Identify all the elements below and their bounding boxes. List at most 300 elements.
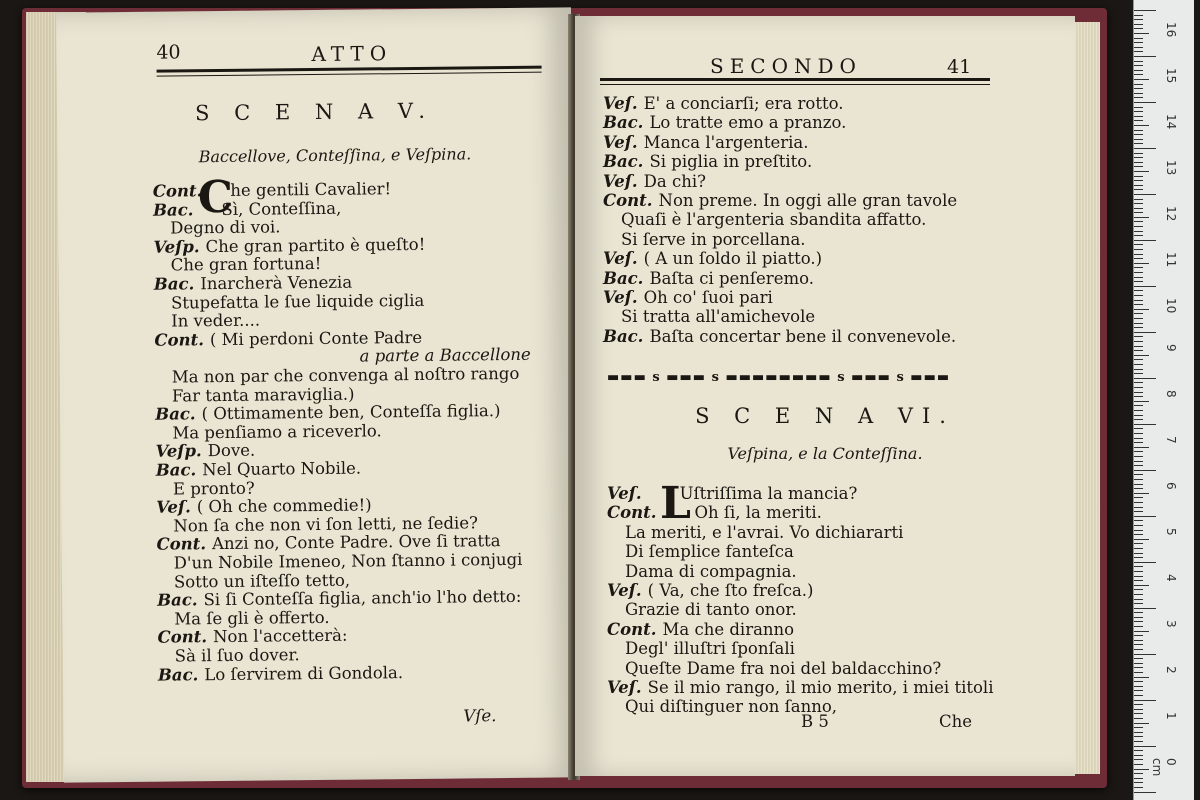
ruler-number: 11	[1164, 251, 1178, 268]
ruler-tick	[1134, 217, 1149, 218]
ruler-tick	[1134, 93, 1143, 94]
ruler-tick	[1134, 764, 1143, 765]
ruler-tick	[1134, 484, 1143, 485]
ruler-tick	[1134, 153, 1143, 154]
ruler-tick	[1134, 419, 1143, 420]
ruler-tick	[1134, 107, 1143, 108]
ruler-tick	[1134, 401, 1149, 402]
ruler-tick	[1134, 787, 1143, 788]
line-text: ( Mi perdoni Conte Padre	[209, 327, 423, 349]
ruler-tick	[1134, 102, 1156, 103]
ruler-tick	[1134, 74, 1143, 75]
dialogue-line	[625, 561, 797, 581]
ruler-tick	[1134, 700, 1156, 701]
ruler-tick	[1134, 111, 1143, 112]
signature-mark: B 5	[801, 712, 829, 731]
dialogue-line	[157, 662, 404, 685]
ruler-number: 7	[1164, 435, 1178, 444]
dialogue-line	[171, 310, 261, 331]
speaker-label: Bac.	[155, 404, 196, 424]
ruler-tick	[1134, 166, 1143, 167]
ruler-tick	[1134, 562, 1156, 563]
line-text: Si piglia in preſtito.	[649, 152, 813, 172]
ruler-tick	[1134, 231, 1143, 232]
ruler-tick	[1134, 695, 1143, 696]
dialogue-line	[173, 480, 255, 497]
line-text: D'un Nobile Imeneo, Non ſtanno i conjugi	[173, 549, 523, 573]
dialogue-line	[171, 292, 424, 311]
line-text: ( Oh che commedie!)	[196, 495, 372, 517]
ruler-tick	[1134, 433, 1143, 434]
ruler-tick	[1134, 516, 1156, 517]
line-text: Lo tratte emo a pranzo.	[649, 113, 847, 133]
ruler-tick	[1134, 507, 1143, 508]
dialogue-line	[153, 200, 341, 218]
line-text: Nel Quarto Nobile.	[202, 458, 362, 480]
speaker-label: Veſ.	[603, 288, 638, 307]
ruler-tick	[1134, 497, 1143, 498]
ruler-number: 14	[1164, 113, 1178, 130]
dialogue-line	[174, 607, 330, 629]
line-text: Anzi no, Conte Padre. Ove ſi tratta	[211, 531, 501, 554]
ruler-tick	[1134, 318, 1143, 319]
speaker-label: Veſp.	[155, 441, 202, 462]
line-text: a parte a Baccellone	[359, 345, 531, 366]
line-text: Ma ſe gli è offerto.	[174, 607, 330, 629]
speaker-label: Veſ.	[603, 249, 638, 269]
line-text: ( Va, che ſto freſca.)	[647, 581, 814, 600]
line-text: Da chi?	[643, 171, 706, 191]
line-text: Oh co' ſuoi pari	[643, 288, 773, 307]
drop-cap: L	[660, 478, 691, 529]
ruler-tick	[1134, 792, 1156, 793]
ruler-tick	[1134, 474, 1143, 475]
ruler-number: 1	[1164, 711, 1178, 720]
ruler-tick	[1134, 539, 1149, 540]
ruler-tick	[1134, 254, 1143, 255]
ruler-tick	[1134, 373, 1143, 374]
line-text: Dama di compagnia.	[625, 561, 797, 581]
ruler-tick	[1134, 681, 1143, 682]
line-text: ( Ottimamente ben, Conteſſa figlia.)	[201, 401, 501, 424]
ruler-tick	[1134, 589, 1143, 590]
speaker-label: Veſ.	[156, 497, 191, 517]
ruler-tick	[1134, 732, 1143, 733]
line-text: E pronto?	[172, 478, 255, 499]
ruler-tick	[1134, 410, 1143, 411]
line-text: Si tratta all'amichevole	[621, 307, 816, 327]
ruler-tick	[1134, 355, 1149, 356]
line-text: Dove.	[207, 441, 256, 461]
line-text: In veder....	[171, 310, 261, 331]
ruler-number: 9	[1164, 343, 1178, 352]
scene-title: S C E N A V.	[194, 98, 435, 126]
ruler-tick	[1134, 686, 1143, 687]
ruler-tick	[1134, 493, 1149, 494]
ruler-tick	[1134, 447, 1149, 448]
dialogue-line	[603, 326, 957, 346]
measuring-ruler	[1133, 0, 1194, 800]
ruler-number: 5	[1164, 527, 1178, 536]
ruler-tick	[1134, 84, 1143, 85]
ruler-tick	[1134, 15, 1143, 16]
speaker-label: Veſp.	[153, 237, 200, 257]
ruler-tick	[1134, 451, 1143, 452]
speaker-label: Veſ.	[603, 94, 638, 113]
ruler-tick	[1134, 194, 1156, 195]
ruler-tick	[1134, 571, 1143, 572]
ruler-tick	[1134, 240, 1156, 241]
ruler-tick	[1134, 530, 1143, 531]
ruler-tick	[1134, 33, 1149, 34]
speaker-label: Cont.	[156, 534, 207, 555]
ruler-tick	[1134, 690, 1143, 691]
ruler-tick	[1134, 244, 1143, 245]
ruler-tick	[1134, 313, 1143, 314]
line-text: Non preme. In oggi alle gran tavole	[658, 191, 958, 210]
ruler-tick	[1134, 38, 1143, 39]
ruler-tick	[1134, 88, 1143, 89]
dialogue-line	[153, 234, 426, 257]
ruler-tick	[1134, 97, 1143, 98]
ruler-tick	[1134, 741, 1143, 742]
ruler-tick	[1134, 61, 1143, 62]
speaker-label: Veſ.	[607, 484, 642, 503]
speaker-label: Veſ.	[607, 678, 642, 697]
ruler-tick	[1134, 346, 1143, 347]
ruler-tick	[1134, 185, 1143, 186]
ruler-tick	[1134, 585, 1149, 586]
line-text: Lo ſervirem di Gondola.	[204, 662, 404, 684]
ruler-tick	[1134, 658, 1143, 659]
line-text: Uſtriſſima la mancia?	[679, 484, 858, 503]
ruler-number: 10	[1164, 297, 1178, 314]
ruler-tick	[1134, 221, 1143, 222]
ruler-tick	[1134, 199, 1143, 200]
ruler-tick	[1134, 461, 1143, 462]
head-rule	[600, 78, 990, 81]
ruler-tick	[1134, 24, 1143, 25]
dialogue-line	[171, 363, 520, 387]
ruler-tick	[1134, 272, 1143, 273]
ruler-number: 4	[1164, 573, 1178, 582]
ruler-tick	[1134, 143, 1143, 144]
head-rule-thin	[157, 72, 542, 77]
speaker-label: Cont.	[157, 627, 208, 648]
ruler-tick	[1134, 428, 1143, 429]
ruler-tick	[1134, 553, 1143, 554]
ruler-tick	[1134, 672, 1143, 673]
line-text: Ma penſiamo a riceverlo.	[172, 421, 382, 443]
dialogue-line	[153, 181, 391, 200]
speaker-label: Cont.	[152, 181, 203, 201]
ruler-tick	[1134, 644, 1143, 645]
ruler-tick	[1134, 580, 1143, 581]
ruler-tick	[1134, 502, 1143, 503]
speaker-label: Bac.	[152, 199, 194, 220]
ruler-number: 16	[1164, 22, 1178, 38]
line-text: Oh ſi, la meriti.	[694, 503, 822, 523]
ruler-tick	[1134, 309, 1149, 310]
ruler-tick	[1134, 479, 1143, 480]
line-text: Non ſa che non vi ſon letti, ne ſedie?	[173, 513, 478, 536]
ruler-tick	[1134, 336, 1143, 337]
ruler-tick	[1134, 189, 1143, 190]
dialogue-line	[155, 403, 500, 423]
ruler-tick	[1134, 626, 1143, 627]
ruler-tick	[1134, 130, 1143, 131]
dialogue-line	[603, 251, 822, 268]
ruler-tick	[1134, 70, 1143, 71]
line-text: Sì, Conteſſina,	[221, 198, 342, 219]
ruler-tick	[1134, 378, 1156, 379]
catchword: Che	[939, 712, 973, 731]
dialogue-line	[625, 522, 904, 542]
dialogue-line	[173, 549, 523, 573]
ruler-tick	[1134, 171, 1149, 172]
ruler-tick	[1134, 548, 1143, 549]
head-rule-thin	[600, 84, 990, 85]
ruler-tick	[1134, 534, 1143, 535]
ruler-number: 6	[1164, 481, 1178, 490]
ruler-tick	[1134, 139, 1143, 140]
ruler-tick	[1134, 608, 1156, 609]
ruler-tick	[1134, 782, 1143, 783]
ruler-tick	[1134, 557, 1143, 558]
speaker-label: Veſ.	[607, 581, 642, 600]
line-text: Qui diſtinguer non ſanno,	[625, 697, 838, 717]
ruler-tick	[1134, 704, 1143, 705]
dialogue-line	[603, 193, 957, 210]
dialogue-line	[360, 347, 531, 365]
ruler-tick	[1134, 396, 1143, 397]
page-number: 41	[947, 56, 972, 78]
line-text: Ma che diranno	[662, 619, 795, 639]
ruler-tick	[1134, 511, 1143, 512]
dialogue-line	[607, 680, 993, 697]
ruler-tick	[1134, 599, 1143, 600]
line-text: Manca l'argenteria.	[643, 132, 809, 152]
ruler-tick	[1134, 226, 1143, 227]
speaker-label: Bac.	[153, 274, 195, 294]
ruler-tick	[1134, 727, 1143, 728]
ruler-tick	[1134, 290, 1143, 291]
ruler-tick	[1134, 649, 1143, 650]
ruler-tick	[1134, 424, 1156, 425]
line-text: Stupefatta le ſue liquide ciglia	[170, 290, 425, 313]
left-page	[56, 7, 579, 782]
ruler-tick	[1134, 392, 1143, 393]
line-text: Grazie di tanto onor.	[625, 600, 797, 620]
ruler-tick	[1134, 718, 1143, 719]
ruler-tick	[1134, 134, 1143, 135]
dialogue-line	[157, 589, 521, 609]
right-page	[575, 16, 1075, 776]
cast-list: Baccellove, Conteſſina, e Veſpina.	[198, 144, 472, 167]
line-text: Sà il ſuo dover.	[174, 645, 300, 666]
ruler-tick	[1134, 520, 1143, 521]
ruler-tick	[1134, 667, 1143, 668]
ruler-tick	[1134, 300, 1143, 301]
ruler-tick	[1134, 359, 1143, 360]
dialogue-line	[621, 212, 926, 229]
ruler-tick	[1134, 19, 1143, 20]
dialogue-line	[156, 443, 256, 461]
page-number: 40	[156, 41, 181, 64]
ruler-tick	[1134, 654, 1156, 655]
ruler-number: 13	[1164, 159, 1178, 176]
speaker-label: Cont.	[603, 191, 653, 210]
ruler-tick	[1134, 769, 1149, 770]
ruler-tick	[1134, 415, 1143, 416]
line-text: La meriti, e l'avrai. Vo dichiararti	[625, 522, 904, 542]
ruler-tick	[1134, 709, 1143, 710]
ruler-tick	[1134, 341, 1143, 342]
dialogue-line	[607, 505, 822, 522]
ruler-tick	[1134, 208, 1143, 209]
speaker-label: Veſ.	[603, 132, 638, 152]
running-head: ATTO	[311, 41, 393, 67]
ruler-tick	[1134, 79, 1149, 80]
ruler-tick	[1134, 28, 1143, 29]
speaker-label: Bac.	[603, 268, 644, 288]
ruler-tick	[1134, 304, 1143, 305]
dialogue-line	[171, 256, 322, 274]
ruler-tick	[1134, 180, 1143, 181]
ruler-tick	[1134, 470, 1156, 471]
ruler-tick	[1134, 387, 1143, 388]
dialogue-line	[625, 544, 794, 561]
ruler-tick	[1134, 364, 1143, 365]
ruler-tick	[1134, 369, 1143, 370]
ruler-tick	[1134, 465, 1143, 466]
ruler-tick	[1134, 566, 1143, 567]
dialogue-line	[603, 96, 844, 113]
ruler-tick	[1134, 778, 1143, 779]
ruler-tick	[1134, 488, 1143, 489]
dialogue-line	[621, 309, 815, 326]
ruler-tick	[1134, 736, 1143, 737]
dialogue-line	[603, 132, 809, 152]
line-text: Si ſerve in porcellana.	[621, 229, 806, 249]
dialogue-line	[172, 423, 382, 442]
dialogue-line	[607, 619, 795, 639]
dialogue-line	[607, 583, 813, 600]
speaker-label: Bac.	[157, 590, 198, 610]
ruler-number: 12	[1164, 205, 1178, 222]
ruler-tick	[1134, 277, 1143, 278]
line-text: he gentili Cavalier!	[230, 179, 392, 200]
ruler-tick	[1134, 713, 1143, 714]
ruler-tick	[1134, 759, 1143, 760]
drop-cap: C	[197, 171, 234, 224]
ruler-tick	[1134, 750, 1143, 751]
ruler-tick	[1134, 263, 1149, 264]
line-text: E' a conciarſi; era rotto.	[643, 94, 844, 113]
ruler-tick	[1134, 382, 1143, 383]
ruler-tick	[1134, 746, 1156, 747]
ruler-tick	[1134, 525, 1143, 526]
ruler-tick	[1134, 125, 1149, 126]
dialogue-line	[170, 217, 281, 238]
ruler-number: 15	[1164, 67, 1178, 84]
dialogue-line	[625, 658, 942, 678]
dialogue-line	[625, 641, 795, 658]
line-text: Baſta concertar bene il convenevole.	[649, 326, 957, 346]
ruler-tick	[1134, 350, 1143, 351]
dialogue-line	[174, 572, 350, 590]
speaker-label: Bac.	[603, 152, 644, 172]
ruler-tick	[1134, 327, 1143, 328]
ruler-tick	[1134, 162, 1143, 163]
line-text: Si ſi Conteſſa figlia, anch'io l'ho detto:	[203, 587, 522, 610]
ruler-tick	[1134, 456, 1143, 457]
dialogue-line	[175, 647, 300, 665]
speaker-label: Cont.	[607, 503, 657, 523]
ruler-tick	[1134, 212, 1143, 213]
ruler-tick	[1134, 640, 1143, 641]
ruler-tick	[1134, 120, 1143, 121]
speaker-label: Bac.	[155, 460, 197, 480]
line-text: Se il mio rango, il mio merito, i miei titoli	[647, 678, 994, 697]
ruler-tick	[1134, 323, 1143, 324]
ruler-tick	[1134, 157, 1143, 158]
line-text: Inarcherà Venezia	[200, 272, 353, 294]
ruler-tick	[1134, 47, 1143, 48]
line-text: Che gran fortuna!	[170, 254, 322, 275]
ruler-tick	[1134, 631, 1149, 632]
line-text: Baſta ci penſeremo.	[649, 268, 814, 288]
speaker-label: Bac.	[603, 113, 644, 133]
ruler-tick	[1134, 65, 1143, 66]
ruler-tick	[1134, 773, 1143, 774]
line-text: Degl' illuſtri ſponſali	[625, 639, 795, 659]
ruler-tick	[1134, 755, 1143, 756]
line-text: Queſte Dame fra noi del baldacchino?	[625, 658, 942, 678]
ruler-tick	[1134, 10, 1156, 11]
line-text: Degno di voi.	[170, 217, 281, 238]
ruler-tick	[1134, 621, 1143, 622]
scene-title: S C E N A VI.	[695, 404, 955, 428]
dialogue-line	[603, 154, 812, 171]
ruler-tick	[1134, 723, 1149, 724]
speaker-label: Cont.	[154, 329, 205, 350]
ruler-tick	[1134, 442, 1143, 443]
dialogue-line	[156, 495, 372, 517]
ruler-tick	[1134, 56, 1156, 57]
ruler-tick	[1134, 203, 1143, 204]
dialogue-line	[172, 386, 355, 404]
dialogue-line	[603, 171, 706, 191]
ruler-tick	[1134, 51, 1143, 52]
ruler-tick	[1134, 617, 1143, 618]
dialogue-line	[621, 229, 806, 249]
ruler-tick	[1134, 267, 1143, 268]
dialogue-line	[153, 272, 353, 294]
ruler-tick	[1134, 438, 1143, 439]
dialogue-line	[603, 115, 846, 132]
ruler-tick	[1134, 281, 1143, 282]
ruler-tick	[1134, 576, 1143, 577]
ruler-tick	[1134, 405, 1143, 406]
ruler-tick	[1134, 116, 1143, 117]
ruler-tick	[1134, 594, 1143, 595]
ruler-tick	[1134, 295, 1143, 296]
ruler-number: 8	[1164, 389, 1178, 398]
line-text: Far tanta maraviglia.)	[171, 384, 355, 406]
line-text: Ma non par che convenga al noſtro rango	[171, 363, 520, 387]
line-text: Sotto un iſteſſo tetto,	[173, 570, 351, 592]
